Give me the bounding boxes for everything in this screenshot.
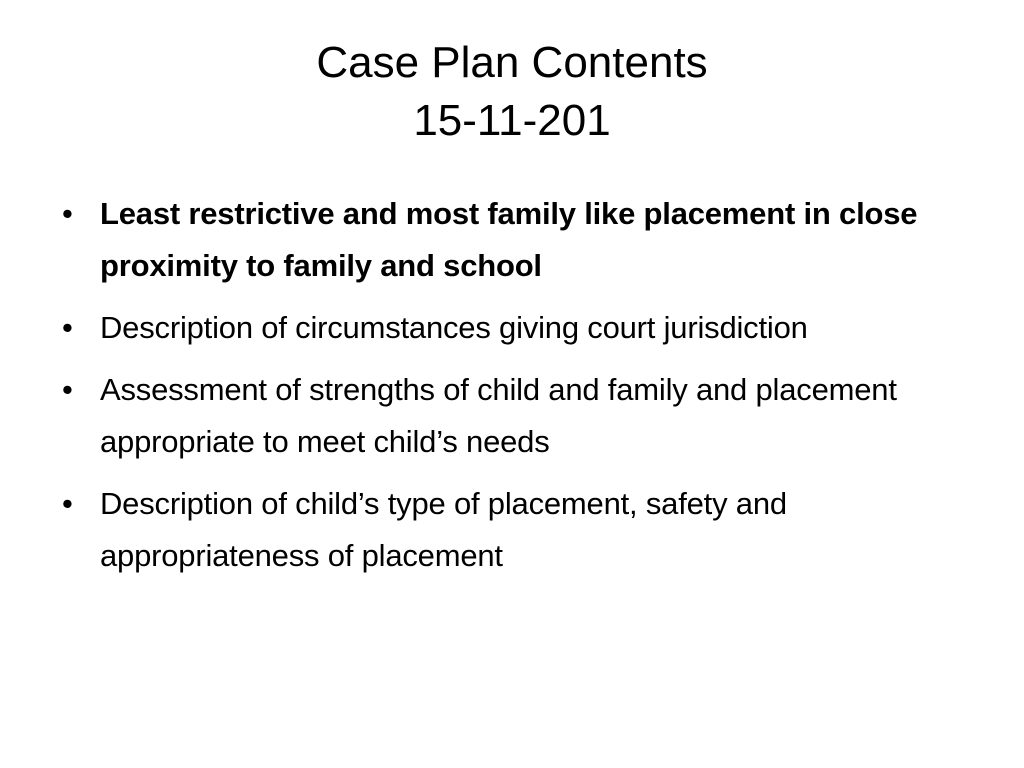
bullet-item-placement xyxy=(62,188,962,292)
bullet-dot-icon: • xyxy=(62,310,73,345)
bullet-item-circumstances xyxy=(62,302,962,354)
bullet-text: Assessment of strengths of child and family and placement appropriate to meet child’s needs xyxy=(100,372,897,459)
bullet-list xyxy=(62,188,962,592)
slide-title-line-2: 15-11-201 xyxy=(413,96,611,145)
slide-title-line-1: Case Plan Contents xyxy=(316,38,708,87)
bullet-dot-icon: • xyxy=(62,196,73,231)
bullet-text: Description of child’s type of placement, safety and appropriateness of placement xyxy=(100,486,787,573)
bullet-item-assessment xyxy=(62,364,962,468)
slide-title xyxy=(0,34,1024,150)
bullet-item-type-of-placement xyxy=(62,478,962,582)
bullet-dot-icon: • xyxy=(62,372,73,407)
bullet-text: Least restrictive and most family like placement in close proximity to family and school xyxy=(100,196,918,283)
bullet-dot-icon: • xyxy=(62,486,73,521)
bullet-text: Description of circumstances giving court jurisdiction xyxy=(100,310,808,345)
